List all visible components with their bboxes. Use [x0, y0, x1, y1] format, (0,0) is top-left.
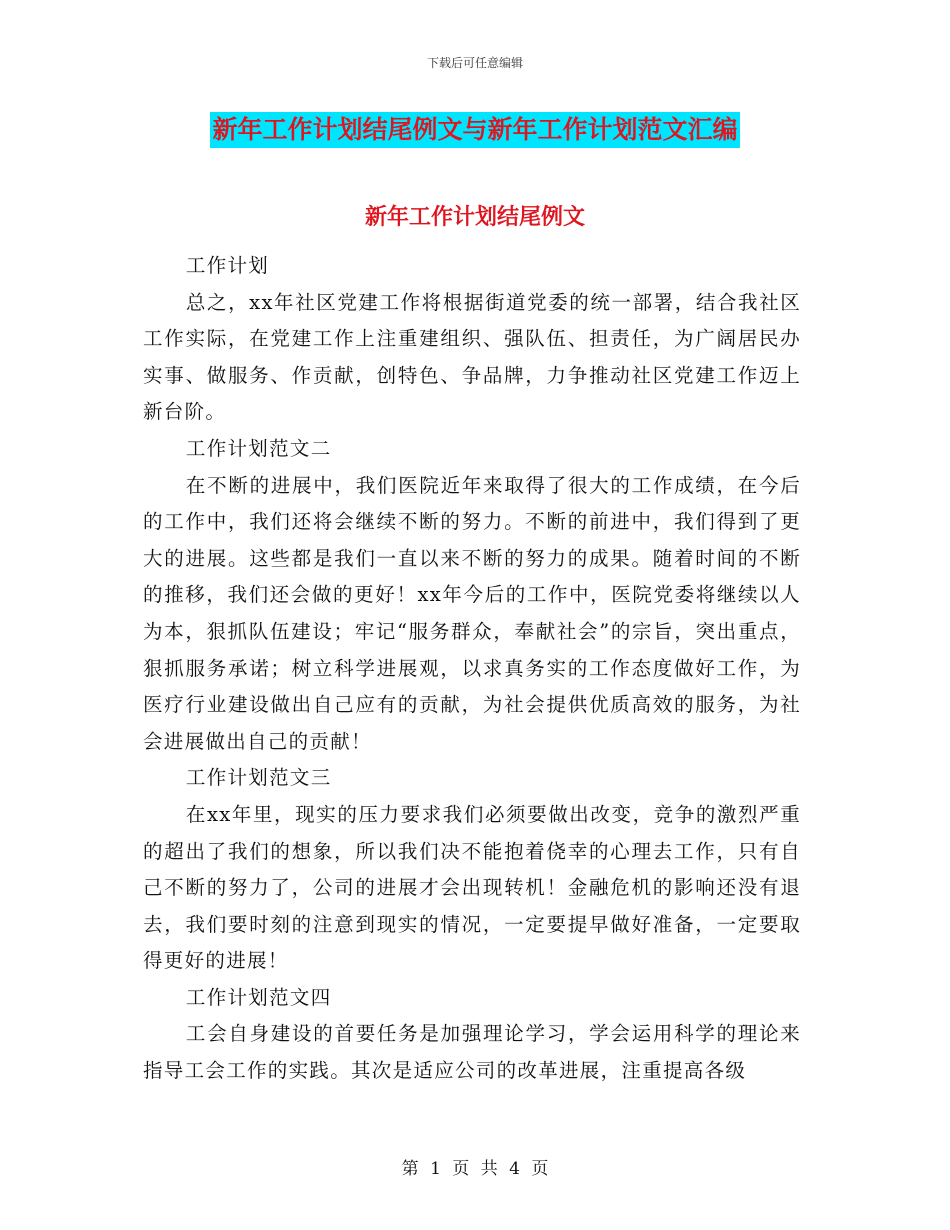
paragraph-4: 工会自身建设的首要任务是加强理论学习，学会运用科学的理论来指导工会工作的实践。其次是适应公司的改革进展，注重提高各级 — [143, 1022, 801, 1083]
document-main-title: 新年工作计划结尾例文与新年工作计划范文汇编 — [210, 112, 739, 148]
document-body — [143, 248, 801, 1090]
page-number-footer: 第 1 页 共 4 页 — [401, 1159, 549, 1179]
paragraph-3: 在xx年里，现实的压力要求我们必须要做出改变，竞争的激烈严重的超出了我们的想象，所以我们决不能抱着侥幸的心理去工作，只有自己不断的努力了，公司的进展才会出现转机！金融危机的影响还没有退去，我们要时刻的注意到现实的情况，一定要提早做好准备，一定要取得更好的进展！ — [143, 802, 801, 973]
main-title-wrap — [0, 112, 950, 148]
paragraph-2: 在不断的进展中，我们医院近年来取得了很大的工作成绩，在今后的工作中，我们还将会继续不断的努力。不断的前进中，我们得到了更大的进展。这些都是我们一直以来不断的努力的成果。随着时间的不断的推移，我们还会做的更好！xx年今后的工作中，医院党委将继续以人为本，狠抓队伍建设；牢记“服务群众，奉献社会”的宗旨，突出重点，狠抓服务承诺；树立科学进展观，以求真务实的工作态度做好工作，为医疗行业建设做出自己应有的贡献，为社会提供优质高效的服务，为社会进展做出自己的贡献！ — [143, 473, 801, 753]
heading-work-plan: 工作计划 — [185, 254, 270, 277]
heading-sample-3: 工作计划范文三 — [185, 766, 332, 790]
page-header-note: 下载后可任意编辑 — [426, 56, 523, 70]
paragraph-1: 总之，xx年社区党建工作将根据街道党委的统一部署，结合我社区工作实际，在党建工作上注重建组织、强队伍、担责任，为广阔居民办实事、做服务、作贡献，创特色、争品牌，力争推动社区党建工作迈上新台阶。 — [143, 290, 801, 424]
section-title: 新年工作计划结尾例文 — [364, 204, 585, 230]
heading-sample-4: 工作计划范文四 — [185, 985, 332, 1009]
heading-sample-2: 工作计划范文二 — [185, 436, 332, 460]
